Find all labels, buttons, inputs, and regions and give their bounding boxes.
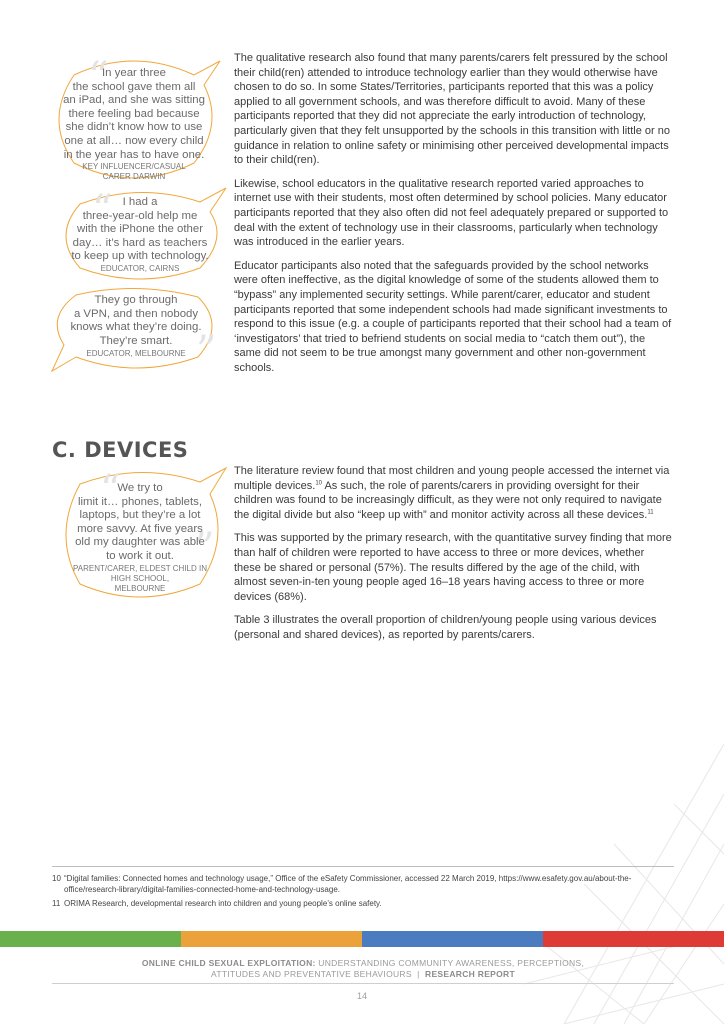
page-footer: ONLINE CHILD SEXUAL EXPLOITATION: UNDERSTANDING COMMUNITY AWARENESS, PERCEPTIONS, ATTITUDES AND PREVENTATIVE BEHAVIOURS | RESEARCH REPORT [141, 958, 585, 979]
quote-text: We try to limit it… phones, tablets, laptops, but they’re a lot more savvy. At five years old my daughter was able to work it out. [75, 482, 205, 562]
paragraph: The literature review found that most children and young people accessed the internet via multiple devices.$^{10}$ As such, the role of parents/carers in providing oversight for their children was found to be increasingly difficult, as they were not only required to navigate the digital divide but also “keep up with” and monitor activity across all these devices.$^{11}$ [234, 465, 670, 521]
footer-divider [52, 983, 674, 984]
paragraph: The qualitative research also found that many parents/carers felt pressured by the school their child(ren) attended to introduce technology earlier than they would otherwise have chosen to do so. In some States/Territories, participants reported that this was a policy applied to all government schools, and was therefore difficult to avoid. Many of these participants reported that they did not appreciate the early introduction of technology, particularly given that they felt unsupported by the schools in this transition with little or no guidance in relation to online safety or minimising other perceived developmental impacts to their child(ren). [234, 52, 670, 167]
quote-text: I had a three-year-old help me with the iPhone the other day… it’s hard as teachers to keep up with technology. [71, 196, 209, 263]
quote-attribution: KEY INFLUENCER/CASUAL CARER DARWIN [82, 162, 186, 181]
color-bar [0, 931, 724, 947]
close-quote-icon: ” [196, 328, 217, 374]
page-number: 14 [356, 991, 367, 1001]
quote-bubble-3 [48, 287, 224, 373]
footnote-ref[interactable]: 11 [647, 509, 654, 516]
quote-text: They go through a VPN, and then nobody knows what they’re doing. They’re smart. [70, 294, 202, 347]
open-quote-icon: “ [92, 187, 113, 233]
footnote-ref[interactable]: 10 [315, 479, 323, 486]
quote-text: In year three the school gave them all an iPad, and she was sitting there feeling bad because she didn’t know how to use one at all… now every child in the year has to have one. [63, 67, 205, 161]
paragraph: Educator participants also noted that the safeguards provided by the school networks were often ineffective, as the digital knowledge of some of the students allowed them to “bypass” any implemented security settings. While parent/carer, educator and student participants reported that some independent schools had made significant investments to respond to this issue (e.g. a couple of participants reported that their school had a team of ‘investigators’ that tried to befriend students on social media to “catch them out”), the same did not seem to be true amongst many government and other non-government schools. [234, 259, 672, 374]
quote-attribution: EDUCATOR, MELBOURNE [86, 349, 186, 358]
color-bar-orange [181, 931, 362, 947]
quote-bubble-2 [52, 188, 228, 284]
close-quote-icon: ” [194, 525, 215, 571]
color-bar-blue [362, 931, 543, 947]
open-quote-icon: “ [100, 467, 121, 513]
color-bar-red [543, 931, 724, 947]
paragraph: Table 3 illustrates the overall proportion of children/young people using various devices (personal and shared devices), as reported by parents/carers. [234, 614, 657, 641]
quote-attribution: PARENT/CARER, ELDEST CHILD IN HIGH SCHOOL, MELBOURNE [73, 564, 207, 593]
quote-attribution: EDUCATOR, CAIRNS [100, 264, 180, 273]
section-heading: C. DEVICES [52, 438, 189, 462]
footnotes [52, 866, 674, 912]
body-text-top [234, 51, 674, 384]
color-bar-green [0, 931, 181, 947]
quote-bubble-4 [52, 468, 228, 604]
footnote: 10 “Digital families: Connected homes and technology usage,” Office of the eSafety Commissioner, accessed 22 March 2019, https://www.esafety.gov.au/about-the-office/research-library/digital-families-connected-home-and-technology-usage. [52, 874, 632, 894]
footnote: 11 ORIMA Research, developmental research into children and young people’s online safety. [52, 899, 382, 908]
body-text-devices [234, 464, 674, 652]
paragraph: Likewise, school educators in the qualitative research reported varied approaches to internet use with their students, most often determined by school policies. Many educator participants reported that they also often did not feel adequately prepared or supported to deal with the extent of technology use in their classrooms, particularly when technology was introduced in the earlier years. [234, 177, 669, 249]
open-quote-icon: “ [88, 54, 109, 100]
quote-bubble-1 [44, 55, 224, 185]
paragraph: This was supported by the primary research, with the quantitative survey finding that more than half of children were reported to have access to three or more devices, whether these be shared or personal (57%). The results differed by the age of the child, with almost seven-in-ten young people aged 16–18 years having access to three or more devices (68%). [234, 532, 672, 603]
